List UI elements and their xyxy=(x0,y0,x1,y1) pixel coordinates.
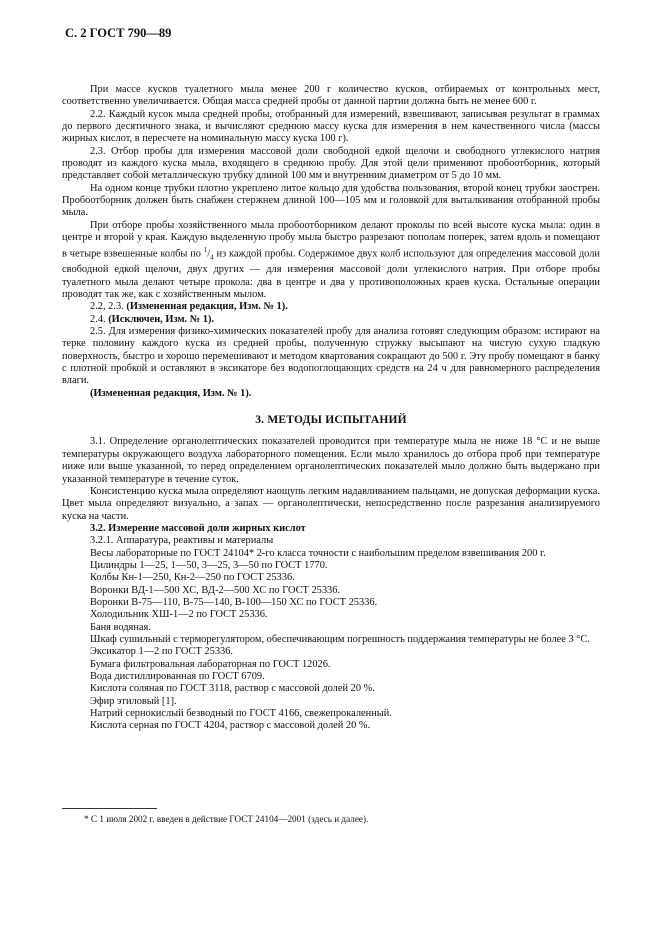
paragraph: Консистенцию куска мыла определяют наощупь легким надавливанием пальцами, не допуская деформации куска. Цвет мыла определяют визуально, а запах — органолептически, непосредственно после разрезания анализируемого куска на части. xyxy=(62,485,600,522)
list-item: Цилиндры 1—25, 1—50, 3—25, 3—50 по ГОСТ 1770. xyxy=(90,559,328,571)
list-item: Вода дистиллированная по ГОСТ 6709. xyxy=(90,671,265,683)
section-title: 3. МЕТОДЫ ИСПЫТАНИЙ xyxy=(255,414,407,427)
list-item: Воронки В-75—110, В-75—140, В-100—150 ХС по ГОСТ 25336. xyxy=(90,596,378,608)
list-item: Натрий сернокислый безводный по ГОСТ 4166, свежепрокаленный. xyxy=(90,708,392,720)
list-item: Баня водяная. xyxy=(90,621,151,633)
subsection-title: 3.2. Измерение массовой доли жирных кислот xyxy=(90,522,306,534)
list-item: Эфир этиловый [1]. xyxy=(90,695,177,707)
edition-note: 2.4. (Исключен, Изм. № 1). xyxy=(90,313,215,325)
paragraph: 3.1. Определение органолептических показателей проводится при температуре мыла не ниже 18 °С и не выше температуры окружающего воздуха лабораторного помещения. Если мыло хранилось до отбора проб при температуре ниже или выше указанной, то перед определением органолептических показателей мыло должно быть выдержано при указанной температуре в течение суток. xyxy=(62,436,600,485)
list-item: Бумага фильтровальная лабораторная по ГОСТ 12026. xyxy=(90,658,331,670)
document-body xyxy=(62,84,600,733)
paragraph: При отборе пробы хозяйственного мыла пробоотборником делают проколы по всей высоте куска мыла: один в центре и второй у края. Каждую выделенную пробу мыла быстро разрезают пополам поперек, затем вдоль и помещают в четыре взвешенные колбы по $^1/_4$ из каждой пробы. Содержимое двух колб используют для определения массовой доли свободной едкой щелочи, двух других — для измерения массовой доли углекислого натрия. При отборе пробы туалетного мыла делают четыре прокола: два в центре и два у противоположных краев куска. Остальные операции проводят так же, как с хозяйственным мылом. xyxy=(62,219,600,301)
list-item: Холодильник ХШ-1—2 по ГОСТ 25336. xyxy=(90,609,268,621)
page-header: С. 2 ГОСТ 790—89 xyxy=(65,26,172,40)
footnote-divider xyxy=(62,808,157,809)
list-item: Весы лабораторные по ГОСТ 24104* 2-го класса точности с наибольшим пределом взвешивания 200 г. xyxy=(90,547,546,559)
edition-note: (Измененная редакция, Изм. № 1). xyxy=(90,387,252,399)
list-item: 3.2.1. Аппаратура, реактивы и материалы xyxy=(90,535,274,547)
footnote: * С 1 июля 2002 г. введен в действие ГОСТ 24104—2001 (здесь и далее). xyxy=(84,814,369,824)
paragraph: 2.2. Каждый кусок мыла средней пробы, отобранный для измерений, взвешивают, записывая результат в граммах до первого десятичного знака, и вычисляют среднюю массу куска для измерения в нем качественного числа (массы жирных кислот, в пересчете на номинальную массу куска 100 г). xyxy=(62,108,600,145)
list-item: Шкаф сушильный с терморегулятором, обеспечивающим погрешность поддержания температуры не более 3 °С. xyxy=(90,633,590,645)
paragraph: На одном конце трубки плотно укреплено литое кольцо для удобства пользования, второй конец трубки заострен. Пробоотборник должен быть снабжен стержнем длиной 100—105 мм и головкой для выталкивания отобранной пробы мыла. xyxy=(62,182,600,219)
list-item: Эксикатор 1—2 по ГОСТ 25336. xyxy=(90,646,234,658)
paragraph: При массе кусков туалетного мыла менее 200 г количество кусков, отбираемых от контрольных мест, соответственно увеличивается. Общая масса средней пробы от данной партии должна быть не менее 600 г. xyxy=(62,84,600,108)
list-item: Кислота серная по ГОСТ 4204, раствор с массовой долей 20 %. xyxy=(90,720,371,732)
edition-note: 2.2, 2.3. (Измененная редакция, Изм. № 1). xyxy=(90,301,288,313)
paragraph: 2.5. Для измерения физико-химических показателей пробу для анализа готовят следующим образом: истирают на терке половину каждого куска из средней пробы, полученную стружку высыпают на чистую сухую гладкую поверхность, быстро и хорошо перемешивают и методом квартования сокращают до 500 г. Эту пробу помещают в банку с плотной пробкой и оставляют в эксикаторе без водопоглощающих средств на 24 ч для равномерного распределения влаги. xyxy=(62,326,600,387)
paragraph: 2.3. Отбор пробы для измерения массовой доли свободной едкой щелочи и свободного углекислого натрия проводят из каждого куска мыла, входящего в среднюю пробу. Для этой цели применяют пробоотборник, который представляет собой металлическую трубку длиной 100 мм и внутренним диаметром от 5 до 10 мм. xyxy=(62,145,600,182)
list-item: Колбы Кн-1—250, Кн-2—250 по ГОСТ 25336. xyxy=(90,572,295,584)
list-item: Кислота соляная по ГОСТ 3118, раствор с массовой долей 20 %. xyxy=(90,683,375,695)
list-item: Воронки ВД-1—500 ХС, ВД-2—500 ХС по ГОСТ 25336. xyxy=(90,584,341,596)
